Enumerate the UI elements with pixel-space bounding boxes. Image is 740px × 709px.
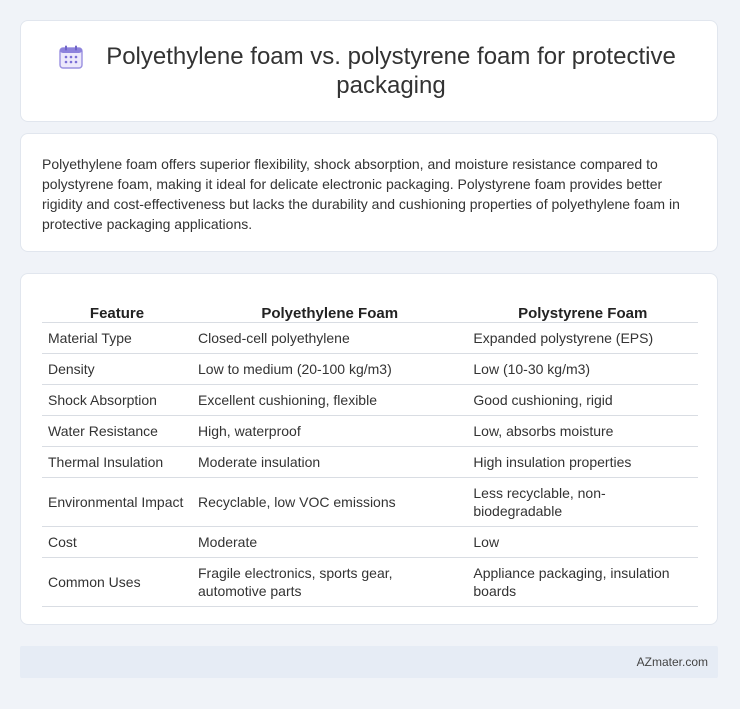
feature-cell: Environmental Impact [42,478,192,527]
feature-cell: Water Resistance [42,416,192,447]
polystyrene-cell: High insulation properties [467,447,698,478]
polyethylene-cell: High, waterproof [192,416,467,447]
polyethylene-cell: Fragile electronics, sports gear, automotive parts [192,558,467,607]
table-row [42,385,698,416]
table-row [42,416,698,447]
polystyrene-cell: Good cushioning, rigid [467,385,698,416]
table-row [42,558,698,607]
comparison-table [42,294,698,607]
title-card [20,20,718,122]
table-row [42,323,698,354]
polystyrene-cell: Less recyclable, non-biodegradable [467,478,698,527]
feature-cell: Shock Absorption [42,385,192,416]
polyethylene-cell: Low to medium (20-100 kg/m3) [192,354,467,385]
table-row [42,354,698,385]
calendar-icon [57,43,85,71]
feature-cell: Cost [42,527,192,558]
polyethylene-cell: Recyclable, low VOC emissions [192,478,467,527]
polyethylene-cell: Excellent cushioning, flexible [192,385,467,416]
summary-text: Polyethylene foam offers superior flexibility, shock absorption, and moisture resistance compared to polystyrene foam, making it ideal for delicate electronic packaging. Polystyrene foam provides better rigidity and cost-effectiveness but lacks the durability and cushioning properties of polyethylene foam in protective packaging applications. [42,156,680,232]
polystyrene-cell: Low (10-30 kg/m3) [467,354,698,385]
feature-cell: Material Type [42,323,192,354]
polystyrene-cell: Low [467,527,698,558]
polyethylene-cell: Moderate [192,527,467,558]
polystyrene-cell: Expanded polystyrene (EPS) [467,323,698,354]
table-row [42,527,698,558]
polyethylene-cell: Moderate insulation [192,447,467,478]
feature-cell: Density [42,354,192,385]
footer-brand: AZmater.com [636,655,708,669]
polystyrene-cell: Low, absorbs moisture [467,416,698,447]
summary-card [20,133,718,252]
comparison-card [20,273,718,625]
page-title: Polyethylene foam vs. polystyrene foam for protective packaging [106,43,676,99]
table-header-row [42,294,698,323]
header-polystyrene: Polystyrene Foam [467,294,698,323]
footer [20,646,718,678]
polyethylene-cell: Closed-cell polyethylene [192,323,467,354]
polystyrene-cell: Appliance packaging, insulation boards [467,558,698,607]
table-row [42,478,698,527]
table-row [42,447,698,478]
header-feature: Feature [42,294,192,323]
feature-cell: Thermal Insulation [42,447,192,478]
header-polyethylene: Polyethylene Foam [192,294,467,323]
title-wrap [57,42,681,100]
feature-cell: Common Uses [42,558,192,607]
